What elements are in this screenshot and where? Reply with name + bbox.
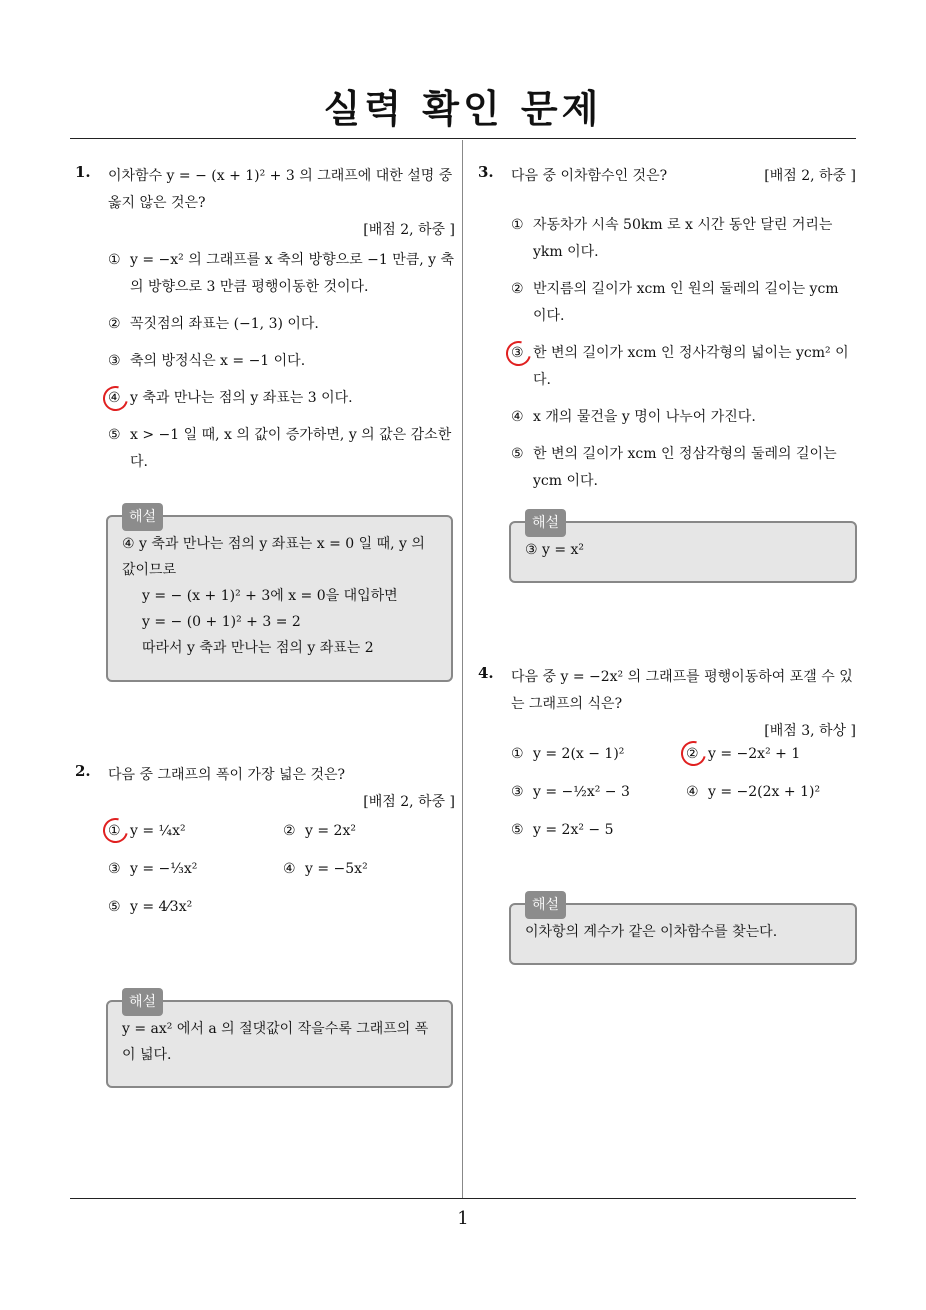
question-text	[511, 664, 856, 739]
choice-4[interactable]	[511, 404, 856, 431]
bottom-rule	[70, 1198, 856, 1199]
column-divider	[462, 140, 463, 1198]
choice-number: ④	[108, 390, 121, 406]
question-stem: 다음 중 이차함수인 것은?	[511, 168, 668, 184]
choice-number: ②	[686, 746, 699, 762]
solution-line: y = ax² 에서 a 의 절댓값이 작을수록 그래프의 폭이 넓다.	[122, 1021, 429, 1063]
choice-number: ①	[108, 252, 121, 268]
question-text	[511, 163, 856, 190]
solution-box-4	[509, 897, 857, 965]
question-2	[75, 762, 455, 921]
question-3	[478, 163, 856, 505]
solution-box-3	[509, 515, 857, 583]
choice-text: y = 2x² − 5	[533, 822, 614, 838]
solution-line: y = − (0 + 1)² + 3 = 2	[142, 614, 301, 630]
question-stem: 다음 중 그래프의 폭이 가장 넓은 것은?	[108, 767, 346, 783]
choice-number: ③	[108, 353, 121, 369]
question-number: 4.	[478, 664, 494, 682]
choice-2[interactable]	[108, 311, 455, 338]
choice-text: y = −½x² − 3	[533, 784, 630, 800]
choice-1[interactable]	[108, 247, 455, 301]
question-number: 3.	[478, 163, 494, 181]
choice-text: y = 4⁄3x²	[130, 899, 193, 915]
choice-text: 꼭짓점의 좌표는 (−1, 3) 이다.	[130, 316, 319, 332]
choice-number: ④	[686, 784, 699, 800]
choice-text: 반지름의 길이가 xcm 인 원의 둘레의 길이는 ycm 이다.	[533, 281, 839, 324]
solution-line: ④ y 축과 만나는 점의 y 좌표는 x = 0 일 때, y 의 값이므로	[122, 536, 425, 578]
choice-number: ②	[283, 823, 296, 839]
choice-text: y = −2x² + 1	[708, 746, 801, 762]
choice-text: y = −⅓x²	[130, 861, 198, 877]
solution-tag: 해설	[122, 503, 163, 531]
choice-number: ③	[108, 861, 121, 877]
choice-number: ②	[108, 316, 121, 332]
question-meta: [배점 2, 하중 ]	[764, 168, 856, 184]
choice-number: ①	[108, 823, 121, 839]
question-meta: [배점 2, 하중 ]	[363, 794, 455, 810]
question-text	[108, 163, 455, 238]
choice-text: 한 변의 길이가 xcm 인 정삼각형의 둘레의 길이는 ycm 이다.	[533, 446, 837, 489]
solution-box-2	[106, 994, 453, 1088]
choice-4[interactable]	[108, 385, 455, 412]
choice-3[interactable]	[511, 778, 686, 806]
choice-text: y 축과 만나는 점의 y 좌표는 3 이다.	[130, 390, 353, 406]
question-meta: [배점 2, 하중 ]	[363, 222, 455, 238]
solution-tag: 해설	[525, 509, 566, 537]
choice-number: ⑤	[511, 822, 524, 838]
choice-number: ①	[511, 746, 524, 762]
choice-1[interactable]	[511, 212, 856, 266]
choice-4[interactable]	[283, 855, 458, 883]
page-number: 1	[457, 1208, 469, 1229]
choice-3[interactable]	[108, 855, 283, 883]
choice-2[interactable]	[686, 740, 861, 768]
solution-line: y = − (x + 1)² + 3에 x = 0을 대입하면	[142, 588, 398, 604]
choice-number: ①	[511, 217, 524, 233]
question-stem: 다음 중 y = −2x² 의 그래프를 평행이동하여 포갤 수 있는 그래프의 식은?	[511, 669, 853, 712]
choice-number: ⑤	[108, 899, 121, 915]
choice-2[interactable]	[283, 817, 458, 845]
choice-text: 축의 방정식은 x = −1 이다.	[130, 353, 306, 369]
choice-5[interactable]	[108, 893, 283, 921]
choice-text: y = −x² 의 그래프를 x 축의 방향으로 −1 만큼, y 축의 방향으로 3 만큼 평행이동한 것이다.	[130, 252, 455, 295]
question-1	[75, 163, 455, 486]
choice-number: ⑤	[108, 427, 121, 443]
choice-text: x > −1 일 때, x 의 값이 증가하면, y 의 값은 감소한다.	[130, 427, 452, 470]
solution-tag: 해설	[122, 988, 163, 1016]
question-number: 1.	[75, 163, 91, 181]
question-text	[108, 762, 455, 810]
solution-tag: 해설	[525, 891, 566, 919]
choice-1[interactable]	[511, 740, 686, 768]
choice-text: y = −2(2x + 1)²	[708, 784, 821, 800]
choice-1[interactable]	[108, 817, 283, 845]
choice-text: y = ¼x²	[130, 823, 186, 839]
choice-3[interactable]	[511, 340, 856, 394]
solution-line: ③ y = x²	[525, 542, 585, 558]
choice-text: x 개의 물건을 y 명이 나누어 가진다.	[533, 409, 756, 425]
choice-number: ③	[511, 345, 524, 361]
choice-text: y = 2x²	[305, 823, 356, 839]
question-meta: [배점 3, 하상 ]	[764, 723, 856, 739]
choice-text: 한 변의 길이가 xcm 인 정사각형의 넓이는 ycm² 이다.	[533, 345, 849, 388]
choice-4[interactable]	[686, 778, 861, 806]
question-4	[478, 664, 856, 844]
choice-text: y = 2(x − 1)²	[533, 746, 625, 762]
page-title: 실력 확인 문제	[323, 87, 603, 131]
choice-text: 자동차가 시속 50km 로 x 시간 동안 달린 거리는 ykm 이다.	[533, 217, 833, 260]
solution-box-1	[106, 509, 453, 682]
solution-line: 따라서 y 축과 만나는 점의 y 좌표는 2	[142, 640, 374, 656]
choice-number: ④	[511, 409, 524, 425]
top-rule	[70, 138, 856, 139]
choice-5[interactable]	[511, 441, 856, 495]
choice-3[interactable]	[108, 348, 455, 375]
choice-5[interactable]	[511, 816, 686, 844]
choice-number: ②	[511, 281, 524, 297]
choice-5[interactable]	[108, 422, 455, 476]
choice-text: y = −5x²	[305, 861, 368, 877]
question-number: 2.	[75, 762, 91, 780]
choice-2[interactable]	[511, 276, 856, 330]
solution-line: 이차항의 계수가 같은 이차함수를 찾는다.	[525, 924, 778, 940]
choice-number: ⑤	[511, 446, 524, 462]
question-stem: 이차함수 y = − (x + 1)² + 3 의 그래프에 대한 설명 중 옳지 않은 것은?	[108, 168, 453, 211]
choice-number: ④	[283, 861, 296, 877]
choice-number: ③	[511, 784, 524, 800]
